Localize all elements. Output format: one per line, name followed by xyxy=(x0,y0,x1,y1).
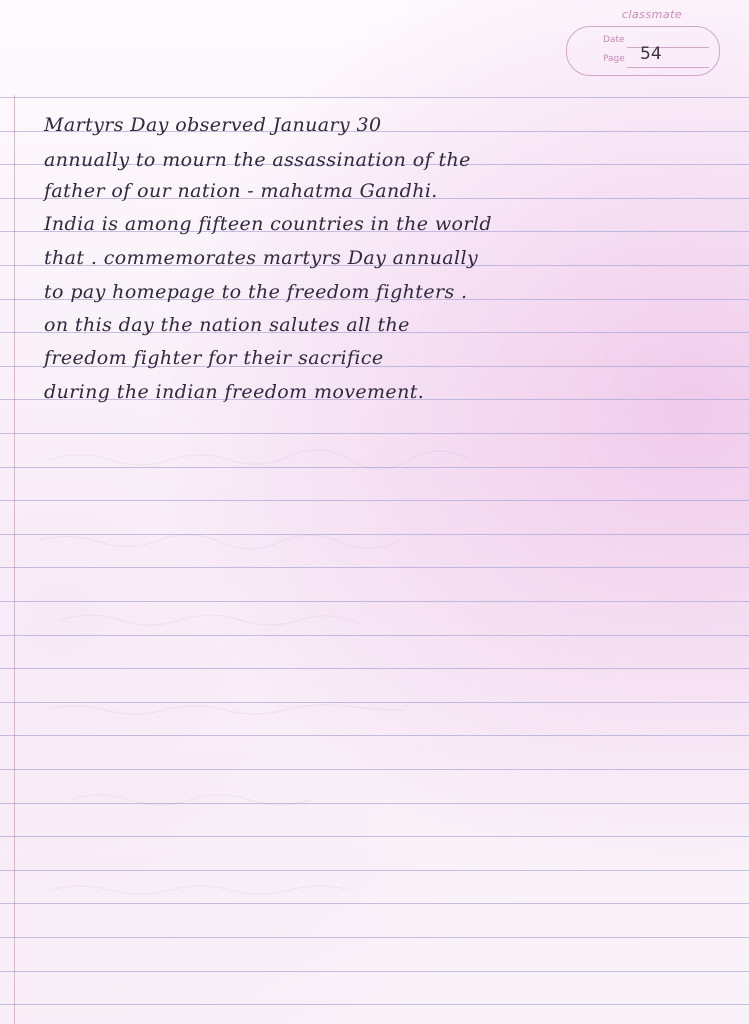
text-line: Martyrs Day observed January 30 xyxy=(44,114,382,136)
text-line: father of our nation - mahatma Gandhi. xyxy=(44,180,438,202)
ruled-line xyxy=(0,1004,749,1005)
show-through-scribbles xyxy=(30,420,730,980)
text-line: on this day the nation salutes all the xyxy=(44,314,410,336)
text-line: that . commemorates martyrs Day annually xyxy=(44,247,479,269)
text-line: to pay homepage to the freedom fighters . xyxy=(44,281,468,303)
brand-logo: classmate xyxy=(621,8,683,21)
date-label: Date xyxy=(603,35,625,45)
page-underline xyxy=(627,67,709,68)
text-line: freedom fighter for their sacrifice xyxy=(44,347,384,369)
text-line: during the indian freedom movement. xyxy=(44,381,425,403)
text-line: India is among fifteen countries in the world xyxy=(44,213,492,235)
page-label: Page xyxy=(603,54,625,64)
margin-line xyxy=(14,95,15,1024)
ruled-line xyxy=(0,97,749,98)
text-line: annually to mourn the assassination of the xyxy=(44,149,471,171)
page-number: 54 xyxy=(640,44,662,64)
